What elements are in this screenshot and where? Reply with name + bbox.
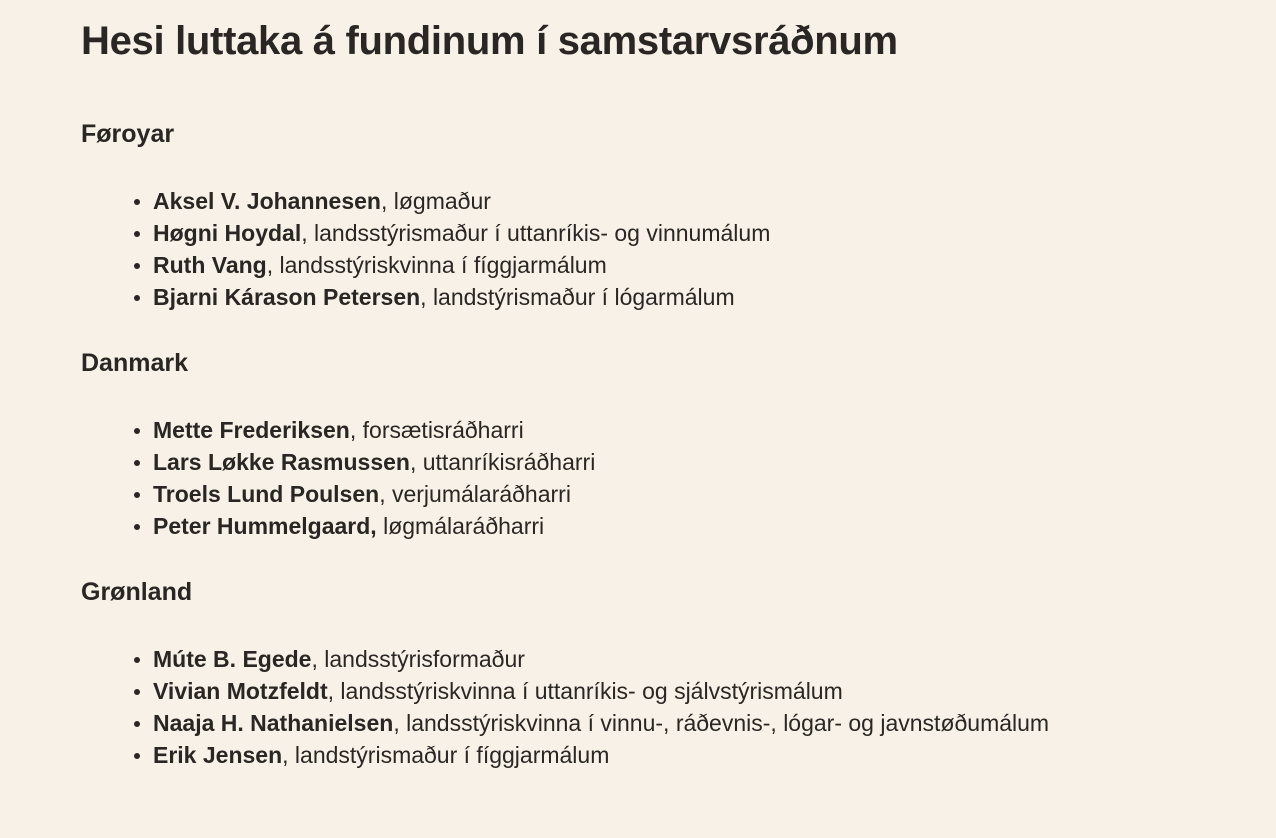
- participant-role: , landstýrismaður í fíggjarmálum: [282, 742, 610, 768]
- list-item: [153, 643, 1276, 675]
- participant-name: Troels Lund Poulsen: [153, 481, 380, 507]
- participant-role: løgmálaráðharri: [376, 513, 545, 539]
- section-heading: Grønland: [81, 578, 193, 606]
- participant-name: Naaja H. Nathanielsen: [153, 710, 394, 736]
- list-item: [153, 478, 1276, 510]
- list-item: [153, 281, 1276, 313]
- participant-name: Peter Hummelgaard,: [153, 513, 377, 539]
- section-gronland: [81, 576, 1276, 771]
- page-title: Hesi luttaka á fundinum í samstarvsráðnum: [81, 19, 898, 63]
- participant-role: , landsstýriskvinna í fíggjarmálum: [266, 252, 607, 278]
- participant-name: Mette Frederiksen: [153, 417, 350, 443]
- participant-list: [81, 414, 1276, 542]
- participant-name: Vivian Motzfeldt: [153, 678, 328, 704]
- list-item: [153, 185, 1276, 217]
- list-item: [153, 675, 1276, 707]
- section-heading: Danmark: [81, 349, 188, 377]
- participant-role: , verjumálaráðharri: [379, 481, 571, 507]
- participant-role: , landsstýrismaður í uttanríkis- og vinnumálum: [301, 220, 771, 246]
- participant-name: Lars Løkke Rasmussen: [153, 449, 410, 475]
- section-heading: Føroyar: [81, 120, 175, 148]
- participant-list: [81, 643, 1276, 771]
- participant-role: , uttanríkisráðharri: [409, 449, 596, 475]
- participant-name: Ruth Vang: [153, 252, 267, 278]
- list-item: [153, 414, 1276, 446]
- section-danmark: [81, 347, 1276, 542]
- list-item: [153, 739, 1276, 771]
- participant-name: Aksel V. Johannesen: [153, 188, 381, 214]
- participant-role: , landsstýrisformaður: [311, 646, 525, 672]
- list-item: [153, 249, 1276, 281]
- list-item: [153, 510, 1276, 542]
- participant-name: Erik Jensen: [153, 742, 283, 768]
- participant-role: , landsstýriskvinna í vinnu-, ráðevnis-, lógar- og javnstøðumálum: [393, 710, 1050, 736]
- participant-name: Bjarni Kárason Petersen: [153, 284, 421, 310]
- participant-list: [81, 185, 1276, 313]
- participant-role: , løgmaður: [380, 188, 491, 214]
- participant-name: Høgni Hoydal: [153, 220, 302, 246]
- section-foroyar: [81, 118, 1276, 313]
- participant-name: Múte B. Egede: [153, 646, 312, 672]
- participant-role: , forsætisráðharri: [349, 417, 524, 443]
- list-item: [153, 446, 1276, 478]
- participant-role: , landstýrismaður í lógarmálum: [420, 284, 735, 310]
- list-item: [153, 217, 1276, 249]
- participant-role: , landsstýriskvinna í uttanríkis- og sjálvstýrismálum: [327, 678, 843, 704]
- list-item: [153, 707, 1276, 739]
